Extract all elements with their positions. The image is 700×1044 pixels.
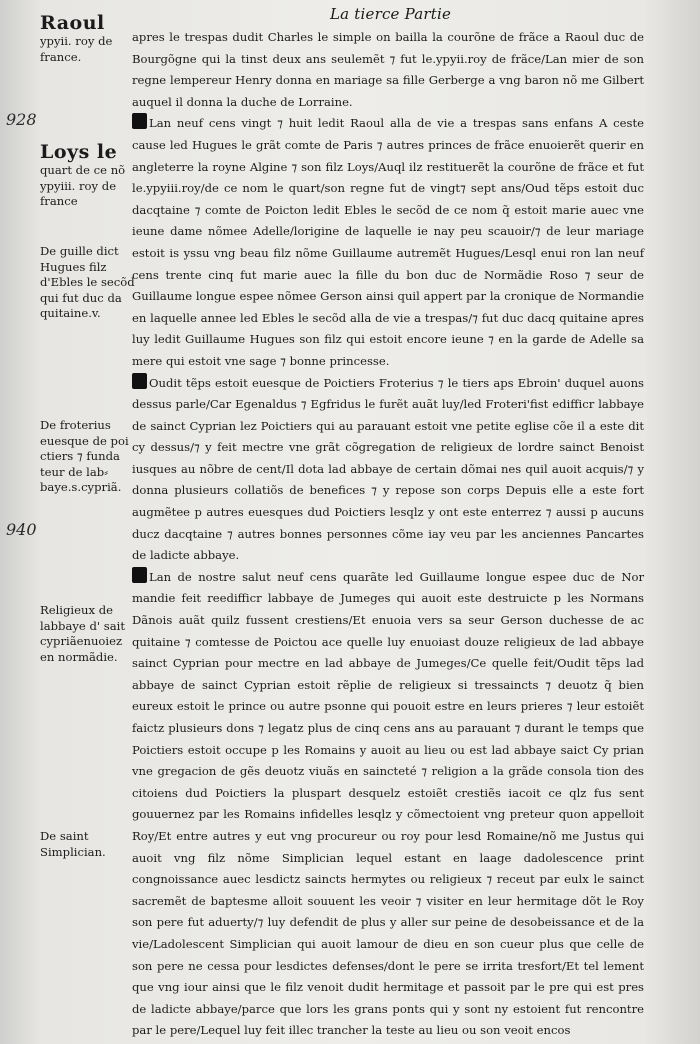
running-head: La tierce Partie <box>330 5 452 23</box>
margin-note-raoul <box>40 12 135 65</box>
margin-note-simplician <box>40 829 135 860</box>
paragraph-3-text: Oudit tẽps estoit euesque de Poictiers Froterius ⁊ le tiers aps Ebroin' duquel auons dessus parle/Car Egenaldus ⁊ Egfridus le furẽt auãt luy/led Froteri'fist edifficr labbaye de sainct Cyprian lez Poictiers qui au parauant estoit vne petite eglise cõe il a este dit cy dessus/⁊ y feit mectre vne grãt cõgregation de religieux de lordre sainct Benoist iusques au nõbre de cent/Il dota lad abbaye de certain dõmai nes quil auoit acquis/⁊ y donna plusieurs collatiõs de benefices ⁊ y repose son corps Depuis elle a este fort augmẽtee p autres euesques dud Poictiers lesqlz y ont este enterrez ⁊ aussi p aucuns ducz dacqtaine ⁊ autres bonnes personnes cõme iay veu par les anciennes Pancartes de ladicte abbaye. <box>132 375 644 563</box>
paragraph-4-text: Lan de nostre salut neuf cens quarãte led Guillaume longue espee duc de Nor mandie feit reedifficr labbaye de Jumeges qui auoit este destruicte p les Normans Dãnois auãt quilz fussent crestiens/Et enuoia vers sa seur Gerson duchesse de ac quitaine ⁊ comtesse de Poictou ace quelle luy enuoiast douze religieux de lad abbaye sainct Cyprian pour mectre en lad abbaye de Jumeges/Ce quelle feit/Oudit tẽps lad abbaye de sainct Cyprian estoit rẽplie de religieux si tressaincts ⁊ deuotz q̃ bien eureux estoit le prince ou autre psonne qui pouoit estre en leurs prieres ⁊ leur estoiẽt faictz plusieurs dons ⁊ legatz plus de cinq cens ans au parauant ⁊ durant le temps que Poictiers estoit occupe p les Romains y auoit au lieu ou est lad abbaye saict Cy prian vne gregacion de gẽs deuotz viuãs en saincteté ⁊ religion a la grãde consola tion des citoiens dud Poictiers la pluspart desquelz estoiẽt crestiẽs iacoit ce qlz fus sent gouuernez par les Romains infidelles lesqlz y cõmectoient vng preteur quon appelloit Roy/Et entre autres y eut vng procureur ou roy pour lesd Romaine/nõ me Justus qui auoit vng filz nõme Simplician lequel estant en laage dadolescence print congnoissance auec lesdictz saincts hermytes ou religieux ⁊ receut par eulx le sainct sacremẽt de baptesme alloit souuent les veoir ⁊ visiter en leur hermitage dõt le Roy son pere fut aduerty/⁊ luy defendit de plus y aller sur peine de desobeissance et de la vie/Ladolescent Simplician qui auoit lamour de dieu en son cueur plus que celle de son pere ne cessa pour lesdictes defenses/dont le pere se irrita tresfort/Et tel lement que vng iour ainsi que le filz venoit dudit hermitage et passoit par le pre qui est pres de ladicte abbaye/parce que lors les grans ponts qui y sont ny estoient fut rencontre par le pere/Lequel luy feit illec trancher la teste au lieu ou son veoit encos <box>132 569 644 1038</box>
main-text-column <box>132 27 644 1042</box>
paragraph-1: apres le trespas dudit Charles le simple on bailla la courõne de frãce a Raoul duc de Bourgõgne qui la tinst deux ans seulemẽt ⁊ fut le.ypyii.roy de frãce/Lan mier de son regne lempereur Henry donna en mariage sa fille Gerberge a vng baron nõ me Gilbert auquel il donna la duche de Lorraine. <box>132 30 644 109</box>
paragraph-4 <box>132 567 644 1042</box>
margin-note-loys-heading: Loys le <box>40 141 118 163</box>
margin-mark-940: 940 <box>6 520 37 539</box>
initial-paragraph-mark <box>132 373 147 389</box>
margin-note-simplician-text: De saint Simplician. <box>40 829 106 859</box>
margin-note-religieux-text: Religieux de labbaye d' sait cypriãenuoiez en normãdie. <box>40 603 125 664</box>
paragraph-3 <box>132 373 644 567</box>
margin-note-froterius-text: De froterius euesque de poi ctiers ⁊ funda teur de lab⸗ baye.s.cypriã. <box>40 418 129 494</box>
initial-paragraph-mark <box>132 567 147 583</box>
paragraph-2-text: Lan neuf cens vingt ⁊ huit ledit Raoul alla de vie a trespas sans enfans A ceste cause led Hugues le grãt comte de Paris ⁊ autres princes de frãce enuoierẽt querir en angleterre la royne Algine ⁊ son filz Loys/Auql ilz restituerẽt la courõne de frãce et fut le.ypyiii.roy/de ce nom le quart/son regne fut de vingt⁊ sept ans/Oud tẽps estoit duc dacqtaine ⁊ comte de Poicton ledit Ebles le secõd de ce nom q̃ estoit marie auec vne ieune dame nõmee Adelle/lorigine de laquelle ie nay peu scauoir/⁊ de leur mariage estoit is yssu vng beau filz nõme Guillaume autremẽt Hugues/Lesql enui ron lan neuf cens trente cinq fut marie auec la fille du bon duc de Normãdie Roso ⁊ seur de Guillaume longue espee nõmee Gerson ainsi quil appert par la cronique de Normandie en laquelle annee led Ebles le secõd alla de vie a trespas/⁊ fut duc dacq quitaine apres luy ledit Guillaume Hugues son filz qui estoit encore ieune ⁊ en la garde de Adelle sa mere qui estoit vne sage ⁊ bonne princesse. <box>132 116 644 368</box>
margin-note-raoul-heading: Raoul <box>40 12 105 34</box>
initial-paragraph-mark <box>132 113 147 129</box>
margin-mark-928: 928 <box>6 110 37 129</box>
margin-note-loys-text: quart de ce nõ ypyiii. roy de france <box>40 163 126 208</box>
margin-note-loys <box>40 141 135 210</box>
paragraph-2 <box>132 113 644 372</box>
margin-note-guill <box>40 244 135 322</box>
margin-note-raoul-text: ypyii. roy de france. <box>40 34 113 64</box>
margin-note-guill-text: De guille dict Hugues filz d'Ebles le secõd qui fut duc da quitaine.v. <box>40 244 135 320</box>
margin-note-religieux <box>40 603 135 665</box>
margin-note-froterius <box>40 418 135 496</box>
